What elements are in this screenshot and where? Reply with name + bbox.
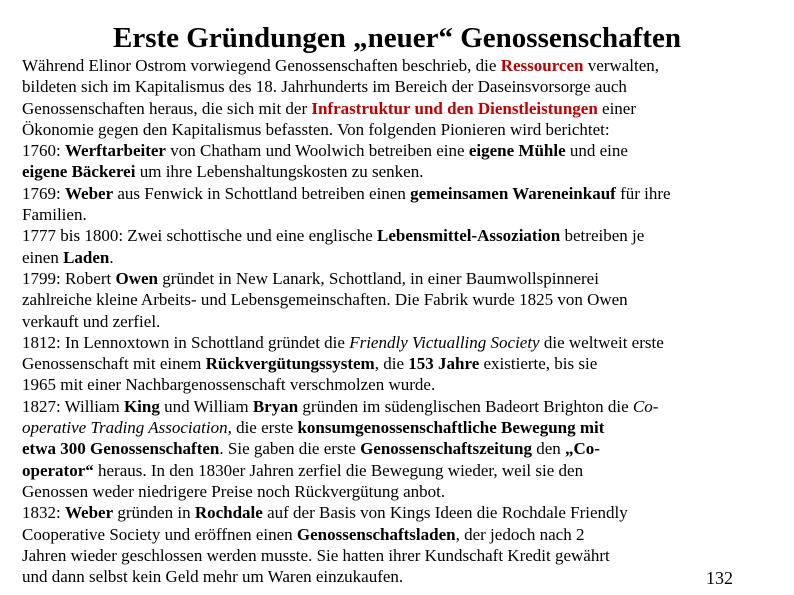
text-line	[22, 140, 782, 161]
bold-text: operator“	[22, 460, 94, 480]
text-line	[22, 545, 782, 566]
text-segment: den	[531, 439, 566, 459]
text-segment: 1812: In Lennoxtown in Schottland gründet die	[22, 332, 350, 352]
text-segment: auf der Basis von Kings Ideen die Rochdale Friendly	[262, 503, 628, 523]
bold-text: Rückvergütungssystem	[205, 354, 375, 374]
italic-text: Friendly Victualling Society	[349, 332, 540, 352]
text-line	[22, 247, 782, 268]
highlight-text: Ressourcen	[500, 56, 584, 75]
text-segment: . Sie gaben die erste	[219, 439, 361, 459]
text-segment: gründen im südenglischen Badeort Brighton die	[298, 396, 633, 416]
text-line	[22, 76, 782, 97]
bold-text: Weber	[64, 183, 114, 203]
bold-text: etwa 300 Genossenschaften	[22, 439, 220, 459]
text-segment: von Chatham und Woolwich betreiben eine	[165, 141, 469, 161]
text-segment: Genossenschaft mit einem	[22, 354, 206, 374]
text-segment: Familien.	[22, 205, 87, 225]
bold-text: 153 Jahre	[408, 354, 480, 374]
slide-title: Erste Gründungen „neuer“ Genossenschaften	[113, 22, 681, 54]
bold-text: Lebensmittel-Assoziation	[377, 226, 561, 246]
text-line	[22, 332, 782, 353]
page-number: 132	[706, 568, 733, 588]
italic-text: Co-	[632, 396, 659, 416]
text-segment: heraus. In den 1830er Jahren zerfiel die Bewegung wieder, weil sie den	[93, 460, 584, 480]
text-segment: .	[109, 247, 114, 267]
text-line	[22, 502, 782, 523]
text-segment: 1760:	[22, 141, 65, 161]
bold-text: Owen	[115, 268, 158, 288]
text-segment: 1769:	[22, 183, 65, 203]
text-line	[22, 183, 782, 204]
text-segment: gründet in New Lanark, Schottland, in einer Baumwollspinnerei	[158, 268, 599, 288]
text-segment: 1827: William	[22, 396, 124, 416]
text-line	[22, 374, 782, 395]
text-line	[22, 119, 782, 140]
body-text	[22, 55, 782, 587]
text-line	[22, 289, 782, 310]
text-segment: und William	[159, 396, 253, 416]
text-segment: , die	[374, 354, 409, 374]
text-line	[22, 524, 782, 545]
text-segment: gründen in	[113, 503, 195, 523]
text-segment: Während Elinor Ostrom vorwiegend Genossenschaften beschrieb, die	[22, 56, 501, 75]
text-segment: bildeten sich im Kapitalismus des 18. Jahrhunderts im Bereich der Daseinsvorsorge auch	[22, 77, 627, 97]
text-segment: , die erste	[227, 418, 298, 438]
text-segment: Cooperative Society und eröffnen einen	[22, 524, 297, 544]
bold-text: Rochdale	[194, 503, 263, 523]
text-line	[22, 566, 782, 587]
text-segment: 1832:	[22, 503, 65, 523]
bold-text: King	[123, 396, 160, 416]
text-segment: aus Fenwick in Schottland betreiben einen	[113, 183, 411, 203]
bold-text: Genossenschaftszeitung	[360, 439, 532, 459]
text-segment: existierte, bis sie	[479, 354, 598, 374]
text-segment: verwalten,	[583, 56, 660, 75]
text-line	[22, 311, 782, 332]
text-segment: Genossen weder niedrigere Preise noch Rückvergütung anbot.	[22, 481, 446, 501]
text-segment: die weltweit erste	[539, 332, 664, 352]
text-segment: , der jedoch nach 2	[455, 524, 585, 544]
text-segment: betreiben je	[560, 226, 645, 246]
text-segment: 1965 mit einer Nachbargenossenschaft verschmolzen wurde.	[22, 375, 436, 395]
bold-text: Laden	[63, 247, 110, 267]
italic-text: operative Trading Association	[22, 418, 228, 438]
bold-text: konsumgenossenschaftliche Bewegung mit	[297, 418, 605, 438]
bold-text: eigene Mühle	[468, 141, 566, 161]
bold-text: „Co-	[565, 439, 600, 459]
text-segment: verkauft und zerfiel.	[22, 311, 161, 331]
highlight-text: Infrastruktur und den Dienstleistungen	[311, 98, 598, 118]
bold-text: Weber	[64, 503, 114, 523]
text-line	[22, 204, 782, 225]
text-line	[22, 417, 782, 438]
text-line	[22, 55, 782, 76]
text-segment: um ihre Lebenshaltungskosten zu senken.	[135, 162, 424, 182]
text-segment: einen	[22, 247, 64, 267]
text-line	[22, 353, 782, 374]
text-line	[22, 481, 782, 502]
text-segment: zahlreiche kleine Arbeits- und Lebensgemeinschaften. Die Fabrik wurde 1825 von Owen	[22, 290, 628, 310]
bold-text: Bryan	[252, 396, 299, 416]
text-line	[22, 225, 782, 246]
text-line	[22, 98, 782, 119]
bold-text: Werftarbeiter	[64, 141, 166, 161]
bold-text: gemeinsamen Wareneinkauf	[410, 183, 616, 203]
text-segment: für ihre	[615, 183, 671, 203]
bold-text: eigene Bäckerei	[22, 162, 136, 182]
text-line	[22, 161, 782, 182]
text-segment: Ökonomie gegen den Kapitalismus befassten. Von folgenden Pionieren wird berichtet:	[22, 119, 610, 139]
text-line	[22, 268, 782, 289]
text-segment: und dann selbst kein Geld mehr um Waren einzukaufen.	[22, 567, 404, 587]
text-line	[22, 438, 782, 459]
text-segment: Jahren wieder geschlossen werden musste. Sie hatten ihrer Kundschaft Kredit gewährt	[22, 545, 610, 565]
text-segment: Genossenschaften heraus, die sich mit der	[22, 98, 312, 118]
bold-text: Genossenschaftsladen	[296, 524, 456, 544]
text-segment: 1799: Robert	[22, 268, 116, 288]
text-segment: einer	[597, 98, 637, 118]
text-segment: und eine	[565, 141, 628, 161]
text-line	[22, 396, 782, 417]
text-segment: 1777 bis 1800: Zwei schottische und eine englische	[22, 226, 378, 246]
text-line	[22, 460, 782, 481]
